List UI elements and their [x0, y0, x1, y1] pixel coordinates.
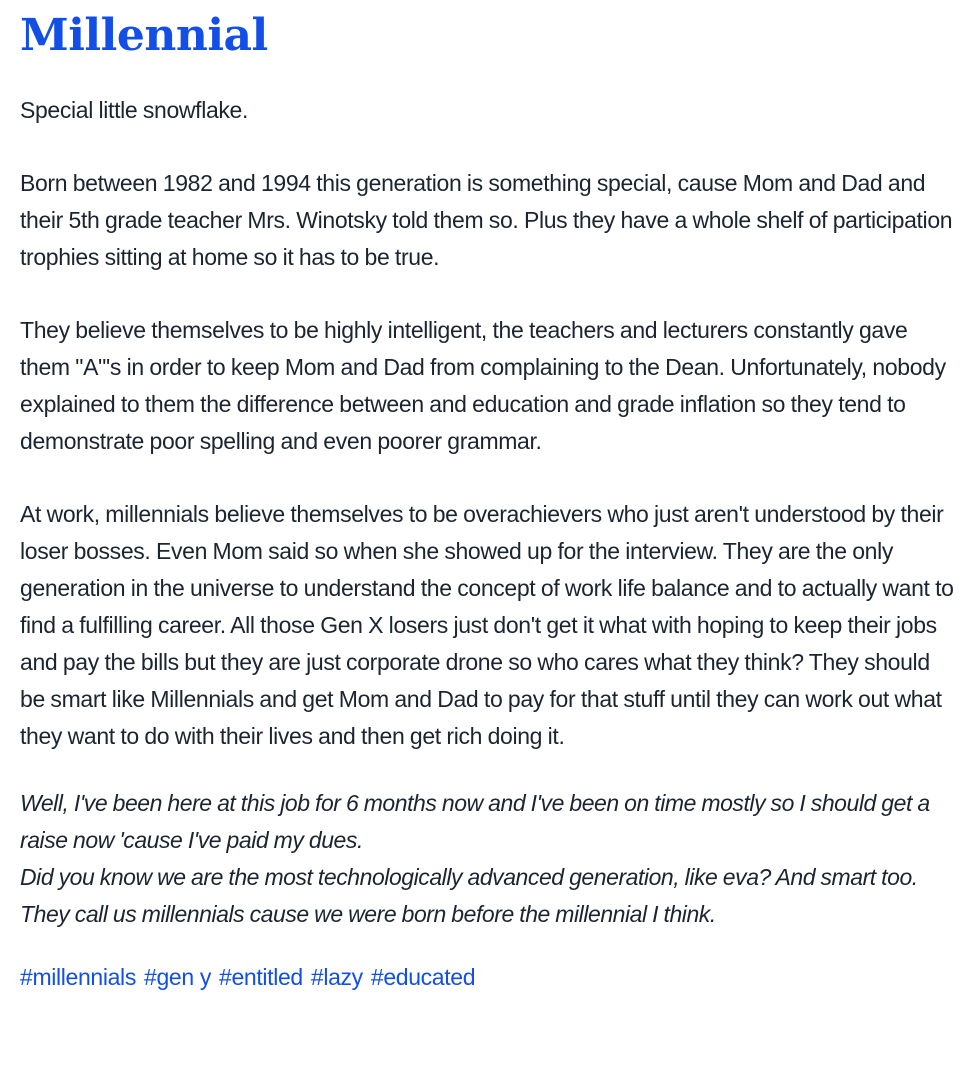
definition-meaning: [20, 92, 960, 755]
definition-example: [20, 785, 960, 933]
tag-link[interactable]: #entitled: [219, 964, 303, 990]
example-line: Did you know we are the most technologically advanced generation, like eva? And smart too. They call us millennials cause we were born before the millennial I think.: [20, 864, 918, 927]
tag-link[interactable]: #educated: [370, 964, 476, 990]
meaning-paragraph: Born between 1982 and 1994 this generation is something special, cause Mom and Dad and their 5th grade teacher Mrs. Winotsky told them so. Plus they have a whole shelf of participation trophies sitting at home so it has to be true.: [20, 170, 953, 270]
meaning-paragraph: Special little snowflake.: [20, 97, 249, 123]
example-line: Well, I've been here at this job for 6 months now and I've been on time mostly so I should get a raise now 'cause I've paid my dues.: [20, 790, 930, 853]
meaning-paragraph: At work, millennials believe themselves to be overachievers who just aren't understood by their loser bosses. Even Mom said so when she showed up for the interview. They are the only generation in the universe to understand the concept of work life balance and to actually want to find a fulfilling career. All those Gen X losers just don't get it what with hoping to keep their jobs and pay the bills but they are just corporate drone so who cares what they think? They should be smart like Millennials and get Mom and Dad to pay for that stuff until they can work out what they want to do with their lives and then get rich doing it.: [20, 501, 954, 749]
meaning-paragraph: They believe themselves to be highly intelligent, the teachers and lecturers constantly gave them "A"'s in order to keep Mom and Dad from complaining to the Dean. Unfortunately, nobody explained to them the difference between and education and grade inflation so they tend to demonstrate poor spelling and even poorer grammar.: [20, 317, 946, 454]
tag-link[interactable]: #millennials: [20, 964, 136, 990]
tag-link[interactable]: #lazy: [310, 964, 363, 990]
tag-list: [20, 959, 960, 996]
word-title-link[interactable]: Millennial: [20, 10, 268, 61]
tag-link[interactable]: #gen y: [144, 964, 211, 990]
